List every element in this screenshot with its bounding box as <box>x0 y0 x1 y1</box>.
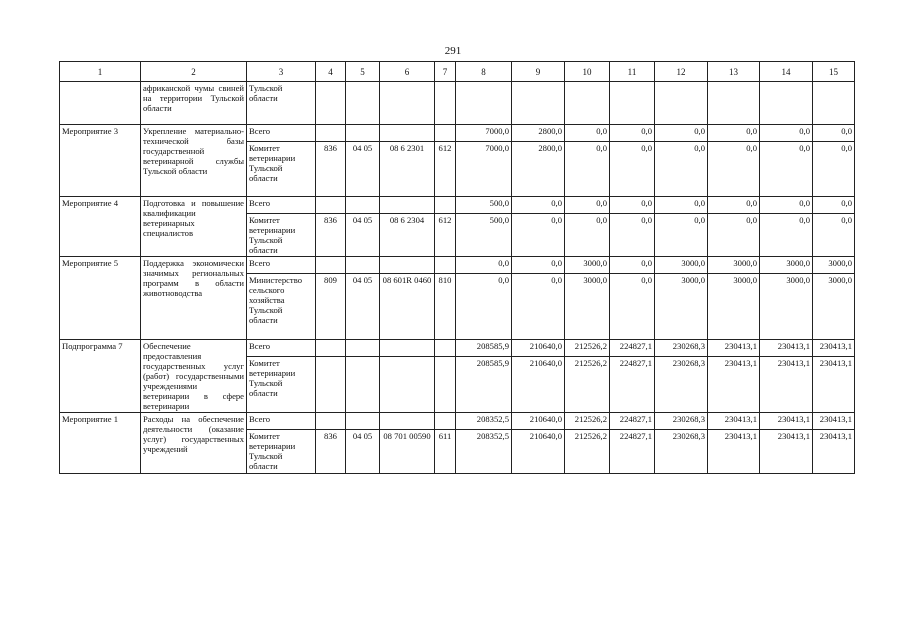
section-name: Укрепление материально-технической базы государственной ветеринарной службы Тульской области <box>141 125 247 197</box>
budget-table <box>59 61 855 474</box>
executor-cell: Тульской области <box>247 82 316 125</box>
vr-cell: 612 <box>435 214 456 257</box>
vr-cell: 810 <box>435 274 456 340</box>
empty-cell <box>316 257 346 274</box>
value-cell: 0,0 <box>708 125 760 142</box>
value-cell: 7000,0 <box>456 142 512 197</box>
value-cell: 0,0 <box>655 142 708 197</box>
total-row <box>60 125 855 142</box>
value-cell: 0,0 <box>655 125 708 142</box>
col-header: 12 <box>655 62 708 82</box>
empty-cell <box>708 82 760 125</box>
continuation-row <box>60 82 855 125</box>
empty-cell <box>316 125 346 142</box>
csr-cell: 08 6 2301 <box>380 142 435 197</box>
executor-cell: Комитет ветеринарии Тульской области <box>247 357 316 413</box>
executor-cell: Всего <box>247 413 316 430</box>
value-cell: 230413,1 <box>708 340 760 357</box>
executor-cell: Всего <box>247 125 316 142</box>
empty-cell <box>380 340 435 357</box>
grbs-cell: 809 <box>316 274 346 340</box>
grbs-cell: 836 <box>316 142 346 197</box>
value-cell: 2800,0 <box>512 142 565 197</box>
value-cell: 3000,0 <box>813 274 855 340</box>
value-cell: 0,0 <box>610 214 655 257</box>
total-row <box>60 413 855 430</box>
grbs-cell: 836 <box>316 214 346 257</box>
value-cell: 230413,1 <box>813 357 855 413</box>
total-row <box>60 197 855 214</box>
col-header: 6 <box>380 62 435 82</box>
col-header: 5 <box>346 62 380 82</box>
rzpr-cell <box>346 357 380 413</box>
empty-cell <box>456 82 512 125</box>
rzpr-cell: 04 05 <box>346 214 380 257</box>
value-cell: 230413,1 <box>708 413 760 430</box>
empty-cell <box>346 197 380 214</box>
value-cell: 0,0 <box>565 142 610 197</box>
value-cell: 7000,0 <box>456 125 512 142</box>
col-header: 13 <box>708 62 760 82</box>
name-cell: африканской чумы свиней на территории Тульской области <box>141 82 247 125</box>
value-cell: 224827,1 <box>610 340 655 357</box>
empty-cell <box>380 125 435 142</box>
value-cell: 210640,0 <box>512 340 565 357</box>
value-cell: 0,0 <box>708 214 760 257</box>
value-cell: 0,0 <box>813 197 855 214</box>
table-body <box>60 62 855 474</box>
value-cell: 212526,2 <box>565 430 610 474</box>
section-label: Мероприятие 4 <box>60 197 141 257</box>
empty-cell <box>380 413 435 430</box>
empty-cell <box>435 125 456 142</box>
value-cell: 0,0 <box>813 142 855 197</box>
csr-cell <box>380 357 435 413</box>
header-row <box>60 62 855 82</box>
empty-cell <box>316 82 346 125</box>
section-label: Подпрограмма 7 <box>60 340 141 413</box>
empty-cell <box>512 82 565 125</box>
executor-cell: Всего <box>247 257 316 274</box>
value-cell: 0,0 <box>760 214 813 257</box>
empty-cell <box>346 413 380 430</box>
col-header: 15 <box>813 62 855 82</box>
value-cell: 208352,5 <box>456 430 512 474</box>
value-cell: 0,0 <box>610 197 655 214</box>
empty-cell <box>655 82 708 125</box>
value-cell: 0,0 <box>813 125 855 142</box>
rzpr-cell: 04 05 <box>346 430 380 474</box>
executor-cell: Комитет ветеринарии Тульской области <box>247 214 316 257</box>
value-cell: 224827,1 <box>610 413 655 430</box>
section-name: Обеспечение предоставления государственных услуг (работ) государственными учреждениями ветеринарии в сфере ветеринарии <box>141 340 247 413</box>
value-cell: 0,0 <box>655 214 708 257</box>
empty-cell <box>346 340 380 357</box>
section-name: Поддержка экономически значимых региональных программ в области животноводства <box>141 257 247 340</box>
value-cell: 0,0 <box>565 125 610 142</box>
empty-cell <box>316 413 346 430</box>
section-label: Мероприятие 5 <box>60 257 141 340</box>
value-cell: 0,0 <box>512 214 565 257</box>
col-header: 9 <box>512 62 565 82</box>
value-cell: 230413,1 <box>760 413 813 430</box>
csr-cell: 08 701 00590 <box>380 430 435 474</box>
value-cell: 3000,0 <box>565 274 610 340</box>
empty-cell <box>435 197 456 214</box>
empty-cell <box>380 82 435 125</box>
value-cell: 230413,1 <box>813 430 855 474</box>
label-cell <box>60 82 141 125</box>
empty-cell <box>435 82 456 125</box>
value-cell: 3000,0 <box>708 274 760 340</box>
section-label: Мероприятие 3 <box>60 125 141 197</box>
value-cell: 210640,0 <box>512 430 565 474</box>
value-cell: 3000,0 <box>760 274 813 340</box>
empty-cell <box>346 125 380 142</box>
value-cell: 0,0 <box>760 142 813 197</box>
value-cell: 0,0 <box>610 142 655 197</box>
value-cell: 230268,3 <box>655 413 708 430</box>
vr-cell <box>435 357 456 413</box>
value-cell: 212526,2 <box>565 413 610 430</box>
col-header: 1 <box>60 62 141 82</box>
col-header: 4 <box>316 62 346 82</box>
empty-cell <box>316 197 346 214</box>
value-cell: 3000,0 <box>565 257 610 274</box>
col-header: 11 <box>610 62 655 82</box>
section-label: Мероприятие 1 <box>60 413 141 474</box>
value-cell: 0,0 <box>708 142 760 197</box>
value-cell: 0,0 <box>512 274 565 340</box>
vr-cell: 611 <box>435 430 456 474</box>
csr-cell: 08 601R 0460 <box>380 274 435 340</box>
value-cell: 2800,0 <box>512 125 565 142</box>
value-cell: 3000,0 <box>760 257 813 274</box>
empty-cell <box>435 413 456 430</box>
empty-cell <box>565 82 610 125</box>
section-name: Подготовка и повышение квалификации ветеринарных специалистов <box>141 197 247 257</box>
empty-cell <box>380 257 435 274</box>
value-cell: 3000,0 <box>655 274 708 340</box>
empty-cell <box>760 82 813 125</box>
value-cell: 230413,1 <box>813 413 855 430</box>
value-cell: 3000,0 <box>655 257 708 274</box>
col-header: 10 <box>565 62 610 82</box>
total-row <box>60 340 855 357</box>
empty-cell <box>813 82 855 125</box>
value-cell: 0,0 <box>760 197 813 214</box>
value-cell: 0,0 <box>610 125 655 142</box>
empty-cell <box>435 340 456 357</box>
value-cell: 0,0 <box>610 274 655 340</box>
col-header: 2 <box>141 62 247 82</box>
executor-cell: Всего <box>247 197 316 214</box>
value-cell: 0,0 <box>456 257 512 274</box>
value-cell: 230268,3 <box>655 340 708 357</box>
rzpr-cell: 04 05 <box>346 142 380 197</box>
total-row <box>60 257 855 274</box>
value-cell: 0,0 <box>813 214 855 257</box>
col-header: 3 <box>247 62 316 82</box>
value-cell: 212526,2 <box>565 357 610 413</box>
value-cell: 224827,1 <box>610 357 655 413</box>
executor-cell: Комитет ветеринарии Тульской области <box>247 142 316 197</box>
empty-cell <box>380 197 435 214</box>
value-cell: 230413,1 <box>708 430 760 474</box>
value-cell: 210640,0 <box>512 357 565 413</box>
value-cell: 208585,9 <box>456 357 512 413</box>
value-cell: 3000,0 <box>708 257 760 274</box>
empty-cell <box>610 82 655 125</box>
grbs-cell: 836 <box>316 430 346 474</box>
value-cell: 230413,1 <box>760 430 813 474</box>
value-cell: 3000,0 <box>813 257 855 274</box>
value-cell: 230413,1 <box>760 340 813 357</box>
executor-cell: Комитет ветеринарии Тульской области <box>247 430 316 474</box>
rzpr-cell: 04 05 <box>346 274 380 340</box>
value-cell: 230413,1 <box>760 357 813 413</box>
section-name: Расходы на обеспечение деятельности (оказание услуг) государственных учреждений <box>141 413 247 474</box>
value-cell: 224827,1 <box>610 430 655 474</box>
value-cell: 0,0 <box>565 214 610 257</box>
col-header: 8 <box>456 62 512 82</box>
value-cell: 0,0 <box>760 125 813 142</box>
value-cell: 0,0 <box>708 197 760 214</box>
value-cell: 500,0 <box>456 197 512 214</box>
col-header: 14 <box>760 62 813 82</box>
value-cell: 212526,2 <box>565 340 610 357</box>
executor-cell: Всего <box>247 340 316 357</box>
value-cell: 0,0 <box>610 257 655 274</box>
value-cell: 0,0 <box>456 274 512 340</box>
empty-cell <box>435 257 456 274</box>
grbs-cell <box>316 357 346 413</box>
value-cell: 230413,1 <box>813 340 855 357</box>
value-cell: 0,0 <box>565 197 610 214</box>
empty-cell <box>346 257 380 274</box>
value-cell: 230268,3 <box>655 430 708 474</box>
empty-cell <box>346 82 380 125</box>
value-cell: 230413,1 <box>708 357 760 413</box>
value-cell: 0,0 <box>512 197 565 214</box>
csr-cell: 08 6 2304 <box>380 214 435 257</box>
executor-cell: Министерство сельского хозяйства Тульской области <box>247 274 316 340</box>
value-cell: 500,0 <box>456 214 512 257</box>
col-header: 7 <box>435 62 456 82</box>
value-cell: 210640,0 <box>512 413 565 430</box>
page-number: 291 <box>444 45 462 57</box>
value-cell: 230268,3 <box>655 357 708 413</box>
value-cell: 208585,9 <box>456 340 512 357</box>
vr-cell: 612 <box>435 142 456 197</box>
value-cell: 0,0 <box>512 257 565 274</box>
empty-cell <box>316 340 346 357</box>
value-cell: 0,0 <box>655 197 708 214</box>
value-cell: 208352,5 <box>456 413 512 430</box>
